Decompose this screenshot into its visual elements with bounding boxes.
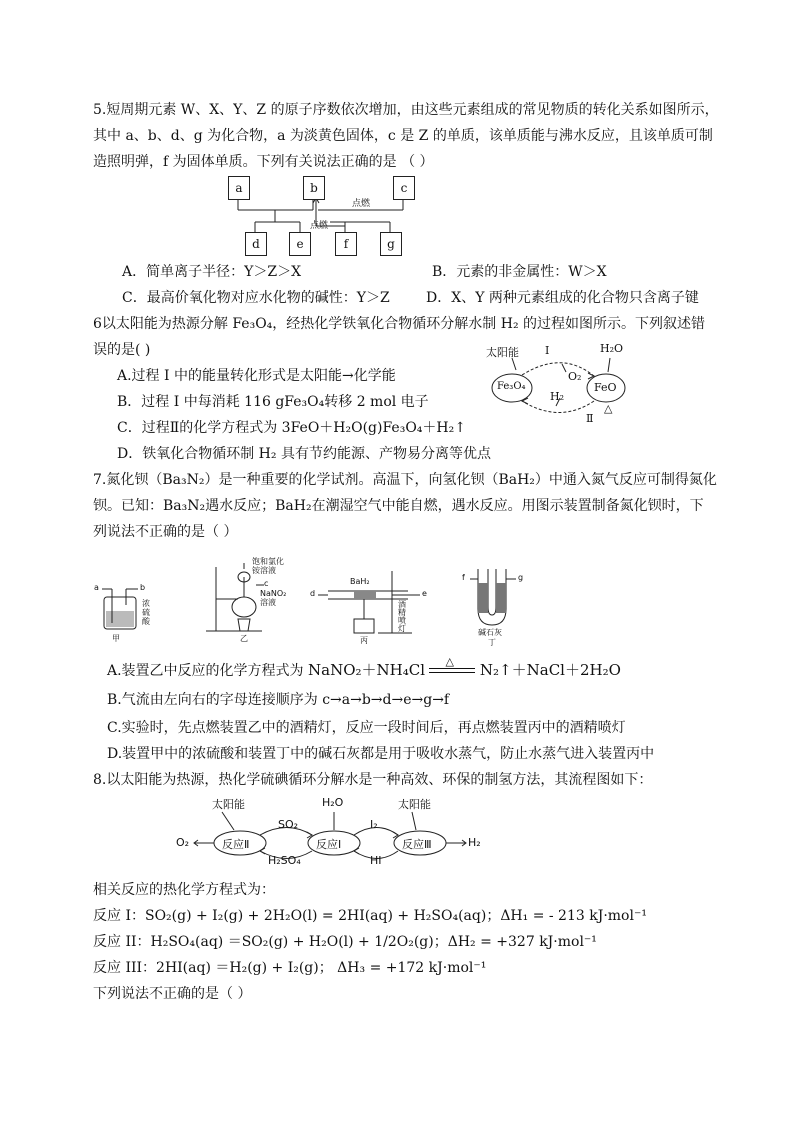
q6-option-d: D．铁氧化合物循环制 H₂ 具有节约能源、产物易分离等优点 <box>117 446 491 462</box>
q8-hi-label: HI <box>370 854 382 867</box>
q6-option-c: C．过程Ⅱ的化学方程式为 3FeO＋H₂O(g)Fe₃O₄＋H₂↑ <box>117 420 466 436</box>
label-ignite-bottom: 点燃 <box>310 221 329 231</box>
q6-o2-label: O₂ <box>568 370 582 383</box>
label-lamp: 酒 精 喷 灯 <box>398 600 406 633</box>
q6-process-ii: Ⅱ <box>586 412 594 425</box>
q6-cycle-diagram <box>482 340 642 430</box>
label-a: a <box>94 583 99 592</box>
q7-option-a <box>107 655 621 681</box>
q8-intro: 相关反应的热化学方程式为： <box>93 882 275 898</box>
q5-option-b: B．元素的非金属性：W＞X <box>432 264 607 280</box>
q6-process-i: I <box>545 344 550 357</box>
box-a: a <box>228 176 250 200</box>
q7-option-b: B.气流由左向右的字母连接顺序为 c→a→b→d→e→g→f <box>107 692 450 708</box>
q8-reaction-iii: 反应 III：2HI(aq) ＝H₂(g) + I₂(g)； ΔH₃ = +172 kJ·mol⁻¹ <box>93 960 487 976</box>
q8-reaction-i: 反应 I：SO₂(g) + I₂(g) + 2H₂O(l) = 2HI(aq) + H₂SO₄(aq)；ΔH₁ = - 213 kJ·mol⁻¹ <box>93 908 647 924</box>
q6-option-a: A.过程 I 中的能量转化形式是太阳能→化学能 <box>117 368 396 384</box>
q7-stem-line3: 列说法不正确的是（ ） <box>93 524 238 540</box>
q8-stem: 8.以太阳能为热源，热化学硫碘循环分解水是一种高效、环保的制氢方法，其流程图如下： <box>93 772 653 788</box>
label-conc-acid: 浓 硫 酸 <box>142 599 150 626</box>
q8-so2-label: SO₂ <box>278 818 299 831</box>
q8-question: 下列说法不正确的是（ ） <box>93 986 252 1002</box>
q5-stem-line2: 其中 a、b、d、g 为化合物，a 为淡黄色固体，c 是 Z 的单质，该单质能与沸水反应，且该单质可制 <box>93 128 713 144</box>
label-ignite-top: 点燃 <box>352 199 371 209</box>
q8-h2-output: H₂ <box>468 836 481 849</box>
label-g: g <box>518 573 524 582</box>
box-c: c <box>393 176 415 200</box>
label-jia: 甲 <box>112 634 120 643</box>
label-b: b <box>140 583 146 592</box>
q8-reaction-ii-node: 反应Ⅱ <box>222 838 250 851</box>
q6-stem-line2: 误的是( ) <box>93 342 151 358</box>
q8-h2o-label: H₂O <box>322 796 344 809</box>
label-f: f <box>462 573 465 582</box>
q6-fe3o4-node: Fe₃O₄ <box>497 381 526 392</box>
q5-stem-line1: 5.短周期元素 W、X、Y、Z 的原子序数依次增加，由这些元素组成的常见物质的转化关系如图所示， <box>93 102 719 118</box>
box-g: g <box>380 232 402 256</box>
label-nano2: NaNO₂ 溶液 <box>260 589 287 607</box>
q8-sun-right: 太阳能 <box>398 798 431 811</box>
box-b: b <box>303 176 325 200</box>
q7-option-a-text: A.装置乙中反应的化学方程式为 <box>107 663 304 679</box>
q5-option-d: D．X、Y 两种元素组成的化合物只含离子键 <box>426 290 699 306</box>
box-f: f <box>335 232 357 256</box>
q8-i2-label: I₂ <box>370 818 378 831</box>
q6-h2o-label: H₂O <box>600 342 624 355</box>
label-sat-nh4cl: 饱和氯化 铵溶液 <box>252 557 284 575</box>
q7-apparatus <box>92 555 572 645</box>
q5-option-c: C．最高价氧化物对应水化物的碱性：Y＞Z <box>122 290 390 306</box>
q7-stem-line1: 7.氮化钡（Ba₃N₂）是一种重要的化学试剂。高温下，向氢化钡（BaH₂）中通入氮气反应可制得氮化 <box>93 472 717 488</box>
q8-h2so4-label: H₂SO₄ <box>268 854 301 867</box>
q6-feo-node: FeO <box>594 381 617 394</box>
q8-flow-diagram <box>176 796 486 866</box>
q8-sun-left: 太阳能 <box>212 798 245 811</box>
q7-equation-equals <box>429 655 475 678</box>
q5-stem-line3: 造照明弹，f 为固体单质。下列有关说法正确的是 （ ） <box>93 154 434 170</box>
label-ding: 丁 <box>488 638 496 647</box>
box-d: d <box>245 232 267 256</box>
label-c: c <box>264 579 269 588</box>
q7-option-c: C.实验时，先点燃装置乙中的酒精灯，反应一段时间后，再点燃装置丙中的酒精喷灯 <box>107 720 626 736</box>
label-bah2: BaH₂ <box>350 577 370 586</box>
label-e: e <box>422 589 427 598</box>
q8-reaction-ii: 反应 II：H₂SO₄(aq) ＝SO₂(g) + H₂O(l) + 1/2O₂(g)；ΔH₂ = +327 kJ·mol⁻¹ <box>93 934 597 950</box>
q6-option-b: B．过程 I 中每消耗 116 gFe₃O₄转移 2 mol 电子 <box>117 394 429 410</box>
q8-o2-output: O₂ <box>176 836 190 849</box>
q6-sun-label: 太阳能 <box>486 346 519 359</box>
label-bing: 丙 <box>360 636 368 645</box>
q5-diagram <box>220 174 420 256</box>
label-soda-lime: 碱石灰 <box>478 628 502 637</box>
q6-stem-line1: 6以太阳能为热源分解 Fe₃O₄，经热化学铁氧化合物循环分解水制 H₂ 的过程如图所示。下列叙述错 <box>93 316 706 332</box>
q8-reaction-iii-node: 反应Ⅲ <box>402 838 432 851</box>
q8-reaction-i-node: 反应Ⅰ <box>316 838 342 851</box>
q7-option-d: D.装置甲中的浓硫酸和装置丁中的碱石灰都是用于吸收水蒸气，防止水蒸气进入装置丙中 <box>107 746 655 762</box>
q7-stem-line2: 钡。已知：Ba₃N₂遇水反应；BaH₂在潮湿空气中能自燃，遇水反应。用图示装置制备氮化钡时，下 <box>93 498 704 514</box>
q5-option-a: A．简单离子半径：Y＞Z＞X <box>122 264 302 280</box>
q7-heat-symbol: △ <box>445 655 454 668</box>
label-d: d <box>310 589 316 598</box>
label-yi: 乙 <box>240 634 248 643</box>
q6-h2-label: H₂ <box>550 390 565 403</box>
q7-equation-left: NaNO₂＋NH₄Cl <box>308 661 426 679</box>
q7-equation-right: N₂↑＋NaCl＋2H₂O <box>479 661 621 679</box>
box-e: e <box>289 232 311 256</box>
q6-heat-symbol: △ <box>604 402 613 415</box>
